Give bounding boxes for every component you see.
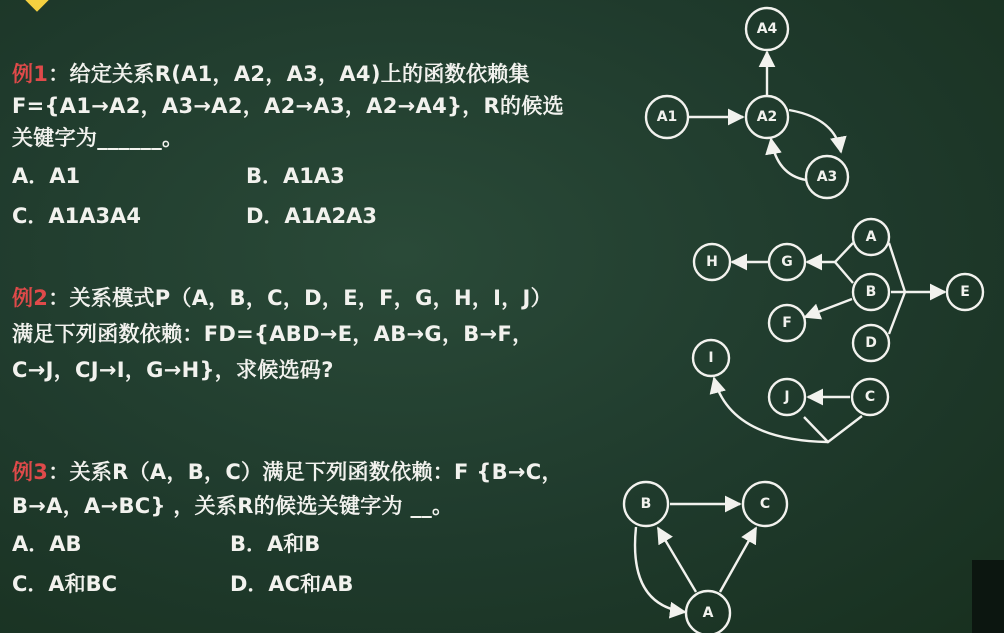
ex1-line2: F={A1→A2，A3→A2，A2→A3，A2→A4}，R的候选 <box>12 94 564 118</box>
svg-text:A1: A1 <box>656 109 678 125</box>
ex3-line1: 例3：关系R（A，B，C）满足下列函数依赖：F {B→C， <box>12 460 563 484</box>
svg-text:E: E <box>960 284 970 300</box>
ex3-option-c: C．A和BC <box>12 572 118 596</box>
edge-a-b <box>658 528 696 592</box>
ex1-label: 例1 <box>12 62 49 86</box>
ex1-option-c: C．A1A3A4 <box>12 204 142 228</box>
ex2-line1: 例2：关系模式P（A，B，C，D，E，F，G，H，I，J） <box>12 286 552 310</box>
edge-b-a <box>635 527 685 612</box>
ex3-label: 例3 <box>12 460 49 484</box>
svg-text:D: D <box>865 335 877 351</box>
node-a1 <box>646 96 688 138</box>
ex3-option-d: D．AC和AB <box>230 572 354 596</box>
edge-a3-a2 <box>771 139 806 180</box>
node-a4 <box>746 8 788 50</box>
node-h <box>694 244 730 280</box>
node-3-a <box>686 591 730 633</box>
node-a3 <box>806 156 848 198</box>
node-a <box>853 219 889 255</box>
node-3-b <box>624 482 668 526</box>
svg-text:A3: A3 <box>816 169 838 185</box>
edge-abd-join-e <box>889 243 905 334</box>
edge-a-join-g <box>835 243 853 283</box>
node-3-c <box>743 482 787 526</box>
node-g <box>769 244 805 280</box>
ex3-option-a: A．AB <box>12 532 82 556</box>
svg-text:A: A <box>865 229 877 245</box>
ex2-label: 例2 <box>12 286 49 310</box>
svg-text:A: A <box>702 605 714 621</box>
ex1-line1: 例1：给定关系R(A1，A2，A3，A4)上的函数依赖集 <box>12 62 530 86</box>
ex2-line3: C→J，CJ→I，G→H}，求候选码? <box>12 358 334 382</box>
ex1-option-d: D．A1A2A3 <box>246 204 378 228</box>
ex2-line2: 满足下列函数依赖：FD={ABD→E，AB→G，B→F， <box>12 322 534 346</box>
svg-text:A4: A4 <box>756 21 778 37</box>
svg-text:B: B <box>865 284 877 300</box>
edge-cj-i <box>714 378 862 442</box>
node-f <box>769 305 805 341</box>
node-d <box>853 325 889 361</box>
node-c <box>852 379 888 415</box>
edge-shadow <box>972 560 1004 633</box>
svg-text:H: H <box>706 254 718 270</box>
svg-text:C: C <box>759 496 771 512</box>
ex1-option-a: A．A1 <box>12 164 81 188</box>
node-j <box>769 379 805 415</box>
edge-b-f <box>805 299 852 317</box>
node-i <box>693 340 729 376</box>
node-b <box>853 274 889 310</box>
svg-text:C: C <box>864 389 876 405</box>
node-a2 <box>746 96 788 138</box>
edge-a2-a3 <box>789 110 841 152</box>
ex3-option-b: B．A和B <box>230 532 321 556</box>
svg-text:J: J <box>784 389 790 405</box>
svg-text:G: G <box>781 254 793 270</box>
node-e <box>947 274 983 310</box>
ex1-line3: 关键字为______。 <box>12 126 184 150</box>
svg-text:F: F <box>782 315 792 331</box>
svg-text:I: I <box>708 350 714 366</box>
ex1-option-b: B．A1A3 <box>246 164 345 188</box>
edge-a-c <box>720 528 756 592</box>
ex3-line2: B→A，A→BC} ，关系R的候选关键字为 __。 <box>12 494 454 518</box>
svg-text:B: B <box>640 496 652 512</box>
svg-text:A2: A2 <box>756 109 778 125</box>
